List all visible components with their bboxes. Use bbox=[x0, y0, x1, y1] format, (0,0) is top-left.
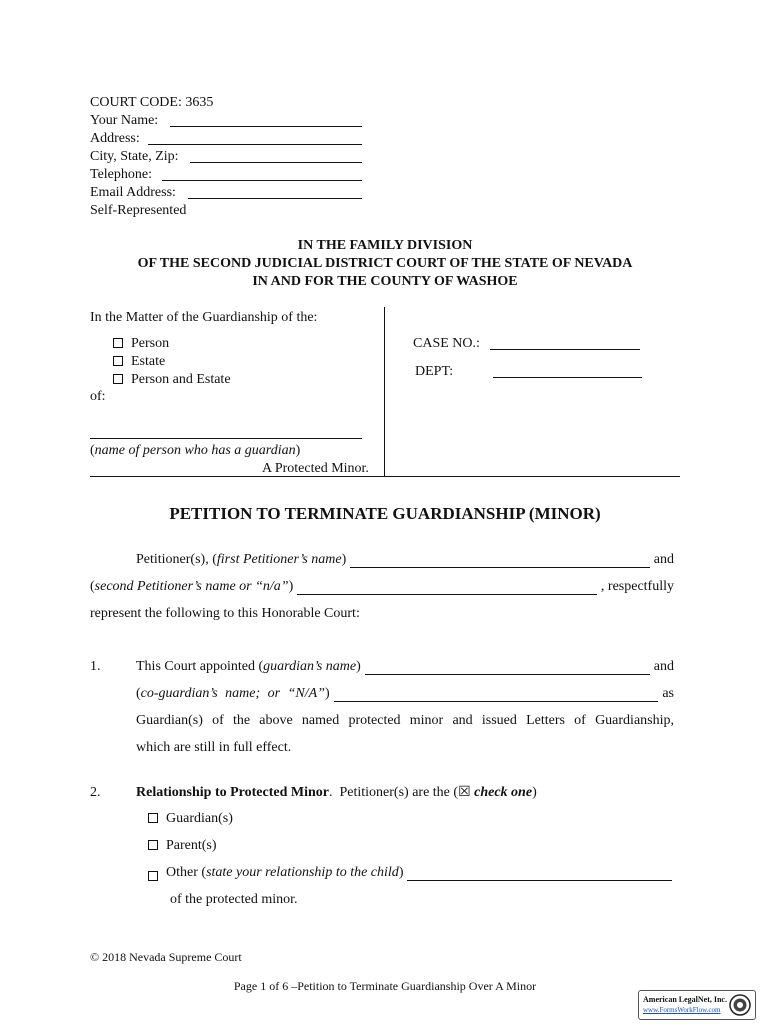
matter-label: In the Matter of the Guardianship of the: bbox=[90, 310, 318, 325]
option-other[interactable]: Other ( state your relationship to the child ) bbox=[148, 864, 672, 881]
of-protected-minor: of the protected minor. bbox=[170, 892, 298, 907]
caption-divider bbox=[384, 307, 385, 476]
item-1-number: 1. bbox=[90, 659, 101, 674]
your-name-label: Your Name: bbox=[90, 113, 159, 128]
protected-minor-label: A Protected Minor. bbox=[262, 461, 369, 476]
page-title: PETITION TO TERMINATE GUARDIANSHIP (MINOR) bbox=[169, 504, 601, 523]
dept-field[interactable] bbox=[493, 377, 642, 378]
city-state-zip-label: City, State, Zip: bbox=[90, 149, 179, 164]
telephone-field[interactable] bbox=[162, 180, 362, 181]
name-hint: (name of person who has a guardian) bbox=[90, 443, 301, 458]
item-1-line-2: ( co-guardian’s name; or “N/A” ) as bbox=[136, 686, 674, 701]
option-person-and-estate[interactable]: Person and Estate bbox=[113, 371, 231, 388]
ward-name-field[interactable] bbox=[90, 438, 362, 439]
other-relationship-field[interactable] bbox=[407, 868, 672, 881]
address-field[interactable] bbox=[148, 144, 362, 145]
checkbox-icon[interactable] bbox=[148, 840, 158, 850]
vendor-logo bbox=[638, 990, 756, 1020]
option-parents[interactable]: Parent(s) bbox=[148, 837, 217, 854]
your-name-field[interactable] bbox=[170, 126, 362, 127]
email-label: Email Address: bbox=[90, 185, 176, 200]
address-label: Address: bbox=[90, 131, 140, 146]
item-1-line-3: Guardian(s) of the above named protected minor and issued Letters of Guardianship, bbox=[136, 713, 674, 728]
logo-name: American LegalNet, Inc. bbox=[643, 995, 727, 1004]
checkbox-icon[interactable] bbox=[113, 356, 123, 366]
item-1-line-1: This Court appointed ( guardian’s name ) and bbox=[136, 659, 674, 674]
guardian-name-field[interactable] bbox=[365, 662, 650, 675]
case-no-label: CASE NO.: bbox=[413, 336, 480, 351]
court-line-3: IN AND FOR THE COUNTY OF WASHOE bbox=[252, 274, 518, 289]
dept-label: DEPT: bbox=[415, 364, 454, 379]
option-person[interactable]: Person bbox=[113, 335, 169, 352]
item-2-number: 2. bbox=[90, 785, 101, 800]
intro-line-1: Petitioner(s), ( first Petitioner’s name ) and bbox=[136, 552, 674, 567]
case-no-field[interactable] bbox=[490, 349, 640, 350]
item-2-line: Relationship to Protected Minor. Petitioner(s) are the (☒ check one) bbox=[136, 785, 537, 800]
checkbox-icon[interactable] bbox=[148, 813, 158, 823]
email-field[interactable] bbox=[188, 198, 362, 199]
option-estate[interactable]: Estate bbox=[113, 353, 165, 370]
court-line-2: OF THE SECOND JUDICIAL DISTRICT COURT OF THE STATE OF NEVADA bbox=[137, 256, 633, 271]
first-petitioner-field[interactable] bbox=[350, 555, 650, 568]
checked-box-icon: ☒ bbox=[458, 785, 471, 800]
relationship-heading: Relationship to Protected Minor bbox=[136, 785, 329, 800]
checkbox-icon[interactable] bbox=[148, 871, 158, 881]
of-label: of: bbox=[90, 389, 106, 404]
intro-line-3: represent the following to this Honorable Court: bbox=[90, 606, 360, 621]
city-state-zip-field[interactable] bbox=[190, 162, 362, 163]
copyright: © 2018 Nevada Supreme Court bbox=[90, 950, 242, 964]
checkbox-icon[interactable] bbox=[113, 374, 123, 384]
logo-url[interactable]: www.FormsWorkFlow.com bbox=[643, 1006, 721, 1014]
court-line-1: IN THE FAMILY DIVISION bbox=[297, 238, 473, 253]
option-guardians[interactable]: Guardian(s) bbox=[148, 810, 233, 827]
self-represented: Self-Represented bbox=[90, 203, 187, 218]
seal-icon bbox=[729, 994, 751, 1016]
telephone-label: Telephone: bbox=[90, 167, 152, 182]
intro-line-2: ( second Petitioner’s name or “n/a” ) , respectfully bbox=[90, 579, 674, 594]
page-footer: Page 1 of 6 –Petition to Terminate Guardianship Over A Minor bbox=[233, 979, 537, 993]
coguardian-name-field[interactable] bbox=[334, 689, 659, 702]
checkbox-icon[interactable] bbox=[113, 338, 123, 348]
item-1-line-4: which are still in full effect. bbox=[136, 740, 292, 755]
court-code: COURT CODE: 3635 bbox=[90, 95, 214, 110]
second-petitioner-field[interactable] bbox=[297, 582, 597, 595]
caption-bottom-rule bbox=[90, 476, 680, 477]
